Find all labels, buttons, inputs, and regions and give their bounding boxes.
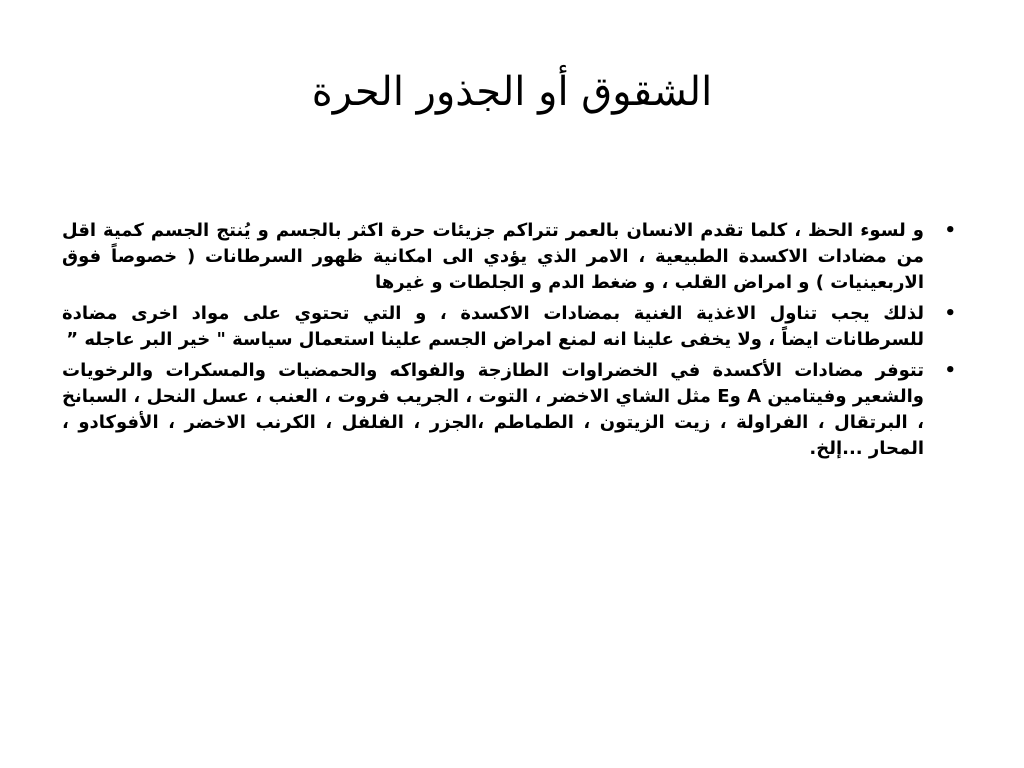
slide-title: الشقوق أو الجذور الحرة <box>311 69 713 115</box>
bullet-text: تتوفر مضادات الأكسدة في الخضراوات الطازجة والفواكه والحمضيات والمسكرات والرخويات والشعير وفيتامين A وE مثل الشاي الاخضر ، التوت ، الجريب فروت ، العنب ، عسل النحل ، السبانخ ، البرتقال ، الفراولة ، زيت الزيتون ، الطماطم ،الجزر ، الفلفل ، الكرنب الاخضر ، الأفوكادو ، المحار ...إلخ. <box>62 360 924 459</box>
bullet-text: و لسوء الحظ ، كلما تقدم الانسان بالعمر تتراكم جزيئات حرة اكثر بالجسم و يُنتج الجسم كمية اقل من مضادات الاكسدة الطبيعية ، الامر الذي يؤدي الى امكانية ظهور السرطانات ( خصوصاً فوق الاربعينيات ) و امراض القلب ، و ضغط الدم و الجلطات و غيرها <box>62 220 924 293</box>
bullet-icon: • <box>944 220 956 241</box>
bullet-item <box>62 301 958 353</box>
bullet-icon: • <box>944 360 956 381</box>
bullet-list <box>62 218 958 467</box>
bullet-item <box>62 358 958 462</box>
bullet-icon: • <box>944 303 956 324</box>
bullet-text: لذلك يجب تناول الاغذية الغنية بمضادات الاكسدة ، و التي تحتوي على مواد اخرى مضادة للسرطانات ايضاً ، ولا يخفى علينا انه لمنع امراض الجسم علينا استعمال سياسة " خير البر عاجله ” <box>62 303 924 350</box>
bullet-item <box>62 218 958 296</box>
